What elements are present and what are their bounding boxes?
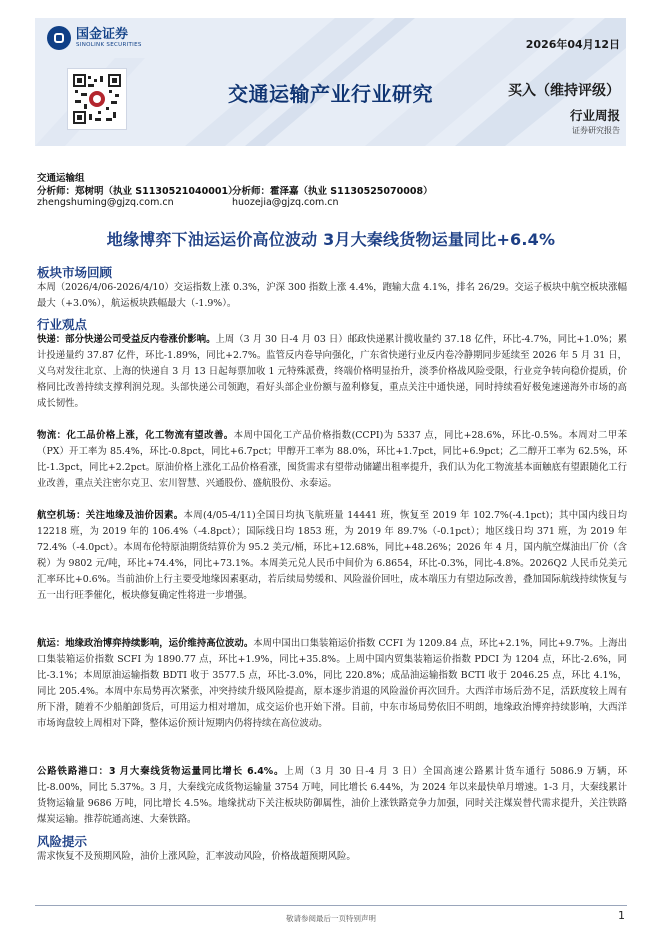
headline: 地缘博弈下油运运价高位波动 3月大秦线货物运量同比+6.4% [106, 230, 556, 249]
shipping-lead: 航运：地缘政治博弈持续影响，运价维持高位波动。 [37, 638, 254, 649]
page-number: 1 [618, 909, 625, 922]
shipping-paragraph [37, 636, 627, 732]
header-banner [35, 18, 626, 146]
aviation-lead: 航空机场：关注地缘及油价因素。 [37, 510, 184, 521]
risk-text: 需求恢复不及预期风险，油价上涨风险，汇率波动风险，价格战超预期风险。 [37, 851, 356, 862]
rail-text: 上周（3 月 30 日-4 月 3 日）全国高速公路累计货车通行 5086.9 万辆，环比-8.00%，同比 5.37%。3 月，大秦线完成货物运输量 3754 万吨，同比增长 6.44%，为 2024 年以来最快单月增速。1-3 月，大秦线累计货物运输量 9686 万吨，同比增长 4.5%。地缘扰动下关注板块防御属性，油价上涨铁路竞争力加强，同时关注煤炭替代需求提升，关注铁路煤炭运输。推荐皖通高速、大秦铁路。 [37, 766, 627, 825]
report-title: 交通运输产业行业研究 [228, 82, 433, 106]
analyst-1: 分析师：郑树明（执业 S1130521040001） [37, 186, 238, 197]
report-type: 行业周报 [569, 108, 620, 123]
logo-name-en: SINOLINK SECURITIES [76, 41, 142, 48]
logistics-paragraph [37, 428, 627, 492]
company-logo [47, 26, 142, 50]
section-risk-title: 风险提示 [37, 834, 88, 849]
analyst-2: 分析师：霍泽嘉（执业 S1130525070008） [232, 186, 433, 197]
footer-disclaimer: 敬请参阅最后一页特别声明 [286, 914, 376, 923]
rating-label: 买入（维持评级） [508, 83, 620, 99]
analyst-1-email[interactable]: zhengshuming@gjzq.com.cn [37, 197, 174, 208]
market-review-text: 本周（2026/4/06-2026/4/10）交运指数上涨 0.3%，沪深 300 指数上涨 4.4%，跑输大盘 4.1%，排名 26/29。交运子板块中航空板块涨幅最大（+3.0%），航运板块跌幅最大（-1.9%）。 [37, 282, 627, 309]
report-category: 证券研究报告 [572, 126, 620, 135]
aviation-paragraph [37, 508, 627, 604]
logo-icon [47, 26, 71, 50]
section-market-title: 板块市场回顾 [37, 265, 113, 280]
logo-name-cn: 国金证券 [76, 26, 129, 42]
express-paragraph [37, 332, 627, 412]
rail-paragraph [37, 764, 627, 828]
logistics-text: 本周中国化工产品价格指数(CCPI)为 5337 点，同比+28.6%，环比-0.5%。本周对二甲苯（PX）开工率为 85.4%，环比-0.8pct，同比+6.7pct；甲醇开工率为 88.0%，环比+1.7pct，同比+6.9pct；乙二醇开工率为 62.5%，环比-1.3pct，同比+2.2pct。原油价格上涨化工品价格看涨，囤货需求有望带动储罐出租率提升，我们认为化工物流基本面触底有望跟随化工行业改善，重点关注密尔克卫、宏川智慧、兴通股份、盛航股份、永泰运。 [37, 430, 627, 489]
team-name: 交通运输组 [37, 173, 85, 184]
express-lead: 快递：部分快递公司受益反内卷涨价影响。 [37, 334, 216, 345]
report-date: 2026年04月12日 [525, 38, 620, 51]
shipping-text: 本周中国出口集装箱运价指数 CCFI 为 1209.84 点，环比+2.1%，同比+9.7%。上海出口集装箱运价指数 SCFI 为 1890.77 点，环比+1.9%，同比+35.8%。上周中国内贸集装箱运价指数 PDCI 为 1204 点，环比-2.6%，同比-3.1%；本周原油运输指数 BDTI 收于 3577.5 点，环比-3.0%，同比 220.8%；成品油运输指数 BCTI 收于 2046.25 点，环比 4.1%，同比 205.4%。本周中东局势再次紧张，冲突持续升级风险提高，原本逐步消退的风险溢价再次回升。大西洋市场后劲不足，活跃度较上周有所下滑，随着不少船舶卸货后，可用运力相对增加，成交运价也开始下滑。目前，中东市场局势依旧不明朗，地缘政治博弈持续影响，大西洋市场询盘较上周相对下降，整体运价预计短期内仍将持续在高位波动。 [37, 638, 627, 729]
analyst-2-email[interactable]: huozejia@gjzq.com.cn [232, 197, 339, 208]
express-text: 上周（3 月 30 日-4 月 03 日）邮政快递累计揽收量约 37.18 亿件，环比-4.7%，同比+1.0%；累计投递量约 37.87 亿件，环比-1.89%，同比+2.7%。监管反内卷导向强化，广东省快递行业反内卷冷静期同步延续至 2026 年 5 月 31 日，义乌对发往北京、上海的快递自 3 月 13 日起每票加收 1 元特殊派费，终端价格明显抬升，淡季价格战风险受限，行业竞争转向稳价提质，价格同比改善持续支撑利润兑现。头部快递公司领跑，看好头部企业份额与盈利修复，重点关注中通快递，同时持续看好极兔速递海外市场的高成长韧性。 [37, 334, 627, 409]
aviation-text: 本周(4/05-4/11)全国日均执飞航班量 14441 班，恢复至 2019 年 102.7%(-4.1pct)；其中国内线日均 12218 班，为 2019 年的 106.4%（-4.8pct）；国际线日均 1853 班，为 2019 年 89.7%（-0.1pct）；地区线日均 371 班，为 2019 年 72.4%（-4.0pct）。本周布伦特原油期货结算价为 95.2 美元/桶，环比+12.68%，同比+48.26%；2026 年 4 月，国内航空煤油出厂价（含税）为 9802 元/吨，环比+74.4%，同比+73.1%。本周美元兑人民币中间价为 6.8654，环比-0.3%，同比-4.8%。2026Q2 人民币兑美元汇率环比+0.6%。当前油价上行主要受地缘因素驱动，若后续局势缓和、风险溢价回吐，成本端压力有望边际改善，叠加国际航线持续恢复与五一出行旺季催化，板块修复确定性将进一步增强。 [37, 510, 627, 601]
section-views-title: 行业观点 [37, 317, 88, 332]
logistics-lead: 物流：化工品价格上涨，化工物流有望改善。 [37, 430, 234, 441]
footer-divider [35, 905, 627, 906]
rail-lead: 公路铁路港口：3 月大秦线货物运量同比增长 6.4%。 [37, 766, 285, 777]
